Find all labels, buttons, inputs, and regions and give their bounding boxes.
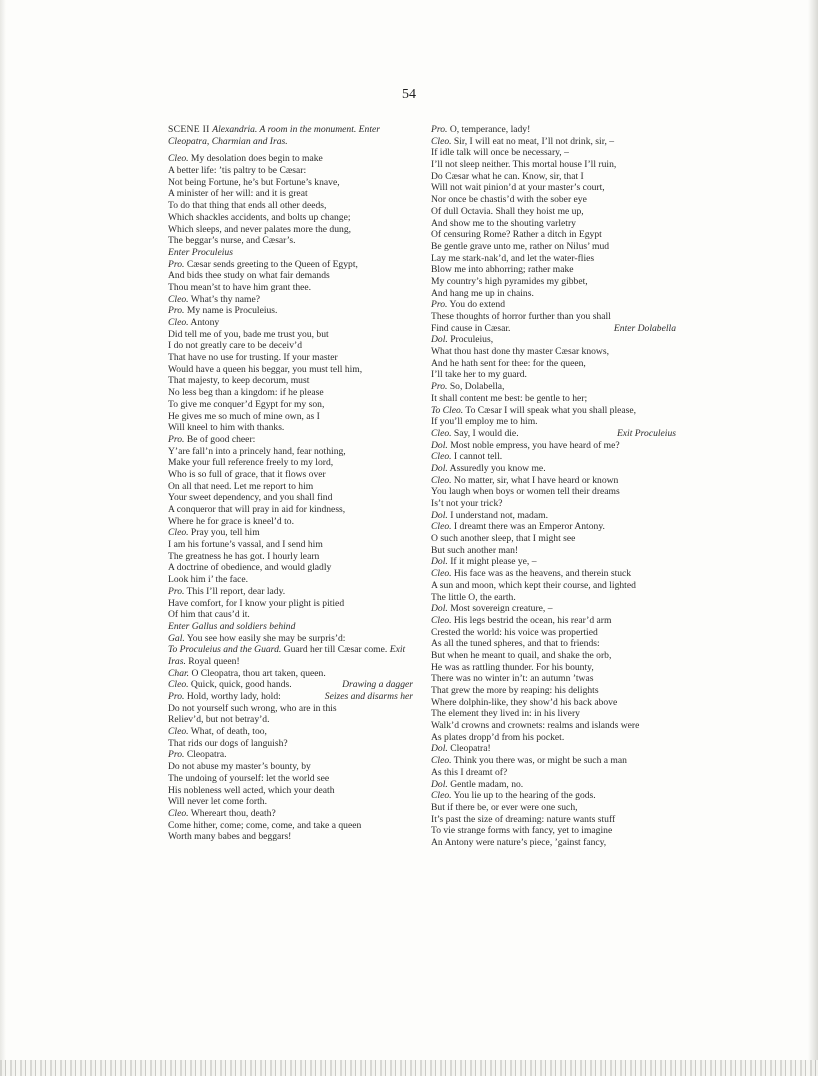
verse-text: You laugh when boys or women tell their dreams: [431, 486, 620, 498]
verse-text: Of him that caus’d it.: [168, 609, 250, 621]
verse-text: The beggar’s nurse, and Cæsar’s.: [168, 235, 296, 247]
verse-text: A minister of her will: and it is great: [168, 188, 308, 200]
right-column-line: [431, 182, 676, 194]
left-column-line: [168, 294, 413, 306]
speaker-name: Dol.: [431, 334, 448, 346]
verse-text: And he hath sent for thee: for the queen,: [431, 357, 586, 369]
right-column-line: [431, 720, 676, 732]
verse-text: That majesty, to keep decorum, must: [168, 375, 310, 387]
left-column-line: [168, 446, 413, 458]
left-column-line: [168, 387, 413, 399]
right-column-line: [431, 510, 676, 522]
left-column-line: [168, 644, 413, 656]
right-column-line: [431, 136, 676, 148]
verse-text: Quick, quick, good hands.: [188, 679, 292, 691]
right-column-line: [431, 627, 676, 639]
right-column-line: [431, 673, 676, 685]
speaker-name: Cleo.: [168, 153, 189, 165]
right-column-line: [431, 311, 676, 323]
left-column-line: [168, 153, 413, 165]
right-column-line: [431, 556, 676, 568]
stage-direction: Enter Proculeius: [168, 246, 233, 258]
verse-text: Is’t not your trick?: [431, 498, 503, 509]
right-column-line: [431, 194, 676, 206]
right-column-line: [431, 779, 676, 791]
speaker-name: Char.: [168, 667, 190, 679]
left-column-line: [168, 668, 413, 680]
verse-text: Find cause in Cæsar.: [431, 322, 511, 334]
verse-text: My name is Proculeius.: [184, 305, 278, 317]
right-column-line: [431, 662, 676, 674]
left-column-line: [168, 136, 413, 148]
verse-text: These thoughts of horror further than you shall: [431, 311, 611, 322]
verse-text: He gives me so much of mine own, as I: [168, 410, 320, 422]
right-column-line: [431, 241, 676, 253]
left-column-line: [168, 527, 413, 539]
verse-text: A sun and moon, which kept their course, and lighted: [431, 579, 636, 591]
right-column-line: [431, 580, 676, 592]
verse-text: Not being Fortune, he’s but Fortune’s knave,: [168, 176, 340, 188]
right-column-line: [431, 498, 676, 510]
verse-text: Reliev’d, but not betray’d.: [168, 714, 270, 726]
right-column-line: [431, 802, 676, 814]
speaker-name: Pro.: [168, 433, 185, 445]
speaker-name: Cleo.: [168, 726, 189, 738]
right-column-line: [431, 276, 676, 288]
verse-text: Will kneel to him with thanks.: [168, 422, 285, 434]
speaker-name: Cleo.: [431, 755, 452, 767]
verse-text: Will not wait pinion’d at your master’s court,: [431, 182, 605, 194]
verse-text: Proculeius,: [447, 334, 494, 346]
left-column-line: [168, 539, 413, 551]
right-column-line: [431, 545, 676, 557]
left-text-column: [168, 124, 413, 843]
verse-text: Cleopatra!: [447, 743, 491, 755]
page-deckle-edge: [0, 1060, 818, 1076]
verse-text: What’s thy name?: [188, 293, 261, 305]
verse-text: Blow me into abhorring; rather make: [431, 264, 574, 276]
right-column-line: [431, 486, 676, 498]
speaker-name: Gal.: [168, 632, 185, 644]
verse-text: That grew the more by reaping: his delights: [431, 685, 599, 696]
left-column-line: [168, 188, 413, 200]
verse-text: You do extend: [447, 299, 506, 311]
right-column-line: [431, 206, 676, 218]
speaker-name: Cleo.: [168, 317, 189, 328]
right-column-line: [431, 743, 676, 755]
page-number: 54: [402, 87, 416, 102]
speaker-name: Dol.: [431, 603, 448, 615]
right-column-line: [431, 837, 676, 849]
right-column-line: [431, 334, 676, 346]
left-column-line: [168, 270, 413, 282]
left-column-line: [168, 726, 413, 738]
verse-text: O such another sleep, that I might see: [431, 533, 576, 545]
verse-text: I understand not, madam.: [447, 509, 548, 521]
verse-text: You lie up to the hearing of the gods.: [451, 790, 596, 802]
verse-text: No less beg than a kingdom: if he please: [168, 387, 324, 399]
right-column-line: [431, 767, 676, 779]
right-column-line: [431, 451, 676, 463]
verse-text: Cæsar sends greeting to the Queen of Egypt,: [184, 258, 358, 270]
left-column-line: [168, 411, 413, 423]
verse-text: Where he for grace is kneel’d to.: [168, 515, 294, 527]
speaker-name: Dol.: [431, 743, 448, 755]
stage-direction: To Proculeius and the Guard.: [168, 644, 282, 656]
right-column-line: [431, 615, 676, 627]
left-column-line: [168, 609, 413, 621]
verse-text: And bids thee study on what fair demands: [168, 270, 330, 282]
left-column-line: [168, 738, 413, 750]
verse-text: Hold, worthy lady, hold:: [184, 691, 281, 702]
left-column-line: [168, 235, 413, 247]
speaker-name: Cleo.: [168, 293, 189, 305]
speaker-name: Cleo.: [168, 527, 189, 539]
right-column-line: [431, 147, 676, 159]
verse-text: Which sleeps, and never palates more the dung,: [168, 223, 352, 235]
left-column-line: [168, 785, 413, 797]
left-column-line: [168, 773, 413, 785]
speaker-name: Cleo.: [431, 521, 452, 533]
right-column-line: [431, 299, 676, 311]
speaker-name: Cleo.: [431, 474, 452, 486]
speaker-name: Cleo.: [431, 135, 452, 147]
verse-text: On all that need. Let me report to him: [168, 480, 314, 492]
verse-text: An Antony were nature’s piece, ’gainst fancy,: [431, 836, 607, 848]
right-column-line: [431, 568, 676, 580]
verse-text: The undoing of yourself: let the world see: [168, 772, 330, 784]
verse-text: Antony: [188, 317, 220, 328]
speaker-name: Iras.: [168, 655, 186, 667]
right-column-line: [431, 124, 676, 136]
stage-direction: Exit Proculeius: [616, 427, 676, 439]
left-column-line: [168, 375, 413, 387]
speaker-name: Pro.: [168, 305, 185, 317]
left-column-line: [168, 703, 413, 715]
left-column-line: [168, 422, 413, 434]
verse-text: There was no winter in’t: an autumn ’twas: [431, 673, 594, 685]
left-column-line: [168, 317, 413, 329]
verse-text: Be of good cheer:: [184, 433, 256, 445]
right-column-line: [431, 685, 676, 697]
left-column-line: [168, 124, 413, 136]
left-column-line: [168, 796, 413, 808]
verse-text: My desolation does begin to make: [188, 153, 323, 165]
left-column-line: [168, 551, 413, 563]
stage-direction: Cleopatra, Charmian and Iras.: [168, 135, 288, 147]
verse-text: I’ll not sleep neither. This mortal house I’ll ruin,: [431, 159, 617, 171]
verse-text: Will never let come forth.: [168, 796, 267, 808]
verse-text: Sir, I will eat no meat, I’ll not drink, sir, –: [451, 135, 615, 147]
left-column-line: [168, 340, 413, 352]
left-column-line: [168, 247, 413, 259]
verse-text: To give me conquer’d Egypt for my son,: [168, 398, 325, 410]
right-column-line: [431, 253, 676, 265]
verse-text: Most noble empress, you have heard of me?: [447, 439, 620, 451]
left-column-line: [168, 598, 413, 610]
verse-text: You see how easily she may be surpris’d:: [184, 632, 346, 644]
right-column-line: [431, 697, 676, 709]
verse-text: Your sweet dependency, and you shall find: [168, 492, 333, 504]
left-column-line: [168, 492, 413, 504]
verse-text: If it might please ye, –: [447, 556, 537, 568]
verse-text: To vie strange forms with fancy, yet to imagine: [431, 825, 613, 837]
verse-text: To do that thing that ends all other deeds,: [168, 200, 327, 212]
left-column-line: [168, 329, 413, 341]
verse-text: Would have a queen his beggar, you must tell him,: [168, 363, 363, 375]
stage-direction: Drawing a dagger: [342, 679, 413, 691]
right-column-line: [431, 440, 676, 452]
left-column-line: [168, 808, 413, 820]
verse-text: Gentle madam, no.: [447, 778, 524, 790]
left-column-line: [168, 516, 413, 528]
right-column-line: [431, 650, 676, 662]
verse-text: And hang me up in chains.: [431, 287, 534, 299]
verse-text: As this I dreamt of?: [431, 766, 508, 778]
right-column-line: [431, 790, 676, 802]
left-column-line: [168, 305, 413, 317]
speaker-name: Pro.: [431, 381, 448, 393]
verse-text: Be gentle grave unto me, rather on Nilus’ mud: [431, 240, 610, 252]
verse-text: As plates dropp’d from his pocket.: [431, 731, 565, 743]
verse-text: If you’ll employ me to him.: [431, 416, 538, 428]
verse-text: Y’are fall’n into a princely hand, fear nothing,: [168, 445, 346, 457]
verse-text: So, Dolabella,: [447, 381, 505, 393]
left-column-line: [168, 504, 413, 516]
speaker-name: Pro.: [168, 585, 185, 597]
right-text-column: [431, 124, 676, 849]
verse-text: A doctrine of obedience, and would gladly: [168, 562, 332, 574]
verse-text: No matter, sir, what I have heard or known: [451, 474, 619, 486]
verse-text: His nobleness well acted, which your death: [168, 784, 335, 796]
verse-text: Did tell me of you, bade me trust you, but: [168, 328, 329, 340]
verse-text: Make your full reference freely to my lord,: [168, 457, 334, 469]
scene-heading: SCENE II: [168, 124, 213, 135]
verse-text: I do not greatly care to be deceiv’d: [168, 340, 302, 352]
verse-text: And show me to the shouting varletry: [431, 217, 576, 229]
page-left-edge: [0, 0, 6, 1076]
verse-text: Worth many babes and beggars!: [168, 831, 292, 843]
left-column-line: [168, 200, 413, 212]
verse-text: A better life: ’tis paltry to be Cæsar:: [168, 165, 307, 177]
left-column-line: [168, 457, 413, 469]
right-column-line: [431, 428, 676, 440]
right-column-line: [431, 405, 676, 417]
verse-text: Say, I would die.: [451, 427, 519, 439]
left-column-line: [168, 586, 413, 598]
verse-text: Most sovereign creature, –: [447, 603, 553, 615]
right-column-line: [431, 358, 676, 370]
verse-text: Where dolphin-like, they show’d his back above: [431, 696, 618, 708]
verse-text: Come hither, come; come, come, and take a queen: [168, 819, 362, 831]
verse-text: But when he meant to quail, and shake the orb,: [431, 649, 612, 661]
verse-text: Pray you, tell him: [188, 527, 260, 539]
left-column-line: [168, 691, 413, 703]
verse-text: The element they lived in: in his livery: [431, 708, 580, 720]
right-column-line: [431, 159, 676, 171]
verse-text: Walk’d crowns and crownets: realms and islands were: [431, 720, 640, 732]
speaker-name: Cleo.: [431, 614, 452, 626]
verse-text: He was as rattling thunder. For his bounty,: [431, 661, 594, 673]
left-column-line: [168, 259, 413, 271]
speaker-name: Cleo.: [431, 790, 452, 802]
right-column-line: [431, 463, 676, 475]
verse-text: Look him i’ the face.: [168, 574, 249, 586]
speaker-name: Dol.: [431, 462, 448, 474]
verse-text: Royal queen!: [185, 655, 240, 667]
speaker-name: Cleo.: [431, 427, 452, 439]
speaker-name: Pro.: [431, 299, 448, 311]
right-column-line: [431, 369, 676, 381]
verse-text: Who is so full of grace, that it flows over: [168, 468, 326, 480]
right-column-line: [431, 171, 676, 183]
left-column-line: [168, 212, 413, 224]
verse-text: Have comfort, for I know your plight is pitied: [168, 597, 345, 609]
verse-text: I am his fortune’s vassal, and I send him: [168, 539, 323, 551]
right-column-line: [431, 323, 676, 335]
left-column-line: [168, 633, 413, 645]
verse-text: Thou mean’st to have him grant thee.: [168, 281, 312, 293]
left-column-line: [168, 621, 413, 633]
left-column-line: [168, 165, 413, 177]
verse-text: O Cleopatra, thou art taken, queen.: [189, 667, 326, 679]
left-column-line: [168, 469, 413, 481]
verse-text: To Cæsar I will speak what you shall please,: [463, 404, 637, 416]
verse-text: This I’ll report, dear lady.: [184, 585, 286, 597]
verse-text: I cannot tell.: [451, 451, 503, 463]
speaker-name: Dol.: [431, 556, 448, 568]
right-column-line: [431, 708, 676, 720]
verse-text: Which shackles accidents, and bolts up change;: [168, 211, 351, 223]
verse-text: If idle talk will once be necessary, –: [431, 147, 569, 159]
speaker-name: Dol.: [431, 778, 448, 790]
right-column-line: [431, 381, 676, 393]
verse-text: Cleopatra.: [184, 749, 227, 761]
verse-text: Do not yourself such wrong, who are in this: [168, 702, 337, 714]
verse-text: That have no use for trusting. If your master: [168, 352, 338, 364]
verse-text: Crested the world: his voice was propertied: [431, 626, 598, 638]
speaker-name: Pro.: [431, 124, 448, 135]
verse-text: But such another man!: [431, 544, 519, 556]
right-column-line: [431, 416, 676, 428]
verse-text: That rids our dogs of languish?: [168, 737, 288, 749]
verse-text: His legs bestrid the ocean, his rear’d arm: [451, 614, 612, 626]
right-column-line: [431, 638, 676, 650]
left-column-line: [168, 714, 413, 726]
verse-text: What, of death, too,: [188, 726, 267, 738]
right-column-line: [431, 264, 676, 276]
stage-direction: Enter Dolabella: [613, 322, 676, 334]
right-column-line: [431, 592, 676, 604]
verse-text: Of dull Octavia. Shall they hoist me up,: [431, 205, 584, 217]
left-column-line: [168, 574, 413, 586]
left-column-line: [168, 399, 413, 411]
left-column-line: [168, 434, 413, 446]
speaker-name: Pro.: [168, 258, 185, 270]
verse-text: Guard her till Cæsar come.: [281, 644, 390, 656]
verse-text: Assuredly you know me.: [447, 462, 546, 474]
verse-text: Do not abuse my master’s bounty, by: [168, 761, 311, 773]
stage-direction: Seizes and disarms her: [324, 691, 413, 702]
right-column-line: [431, 814, 676, 826]
right-column-line: [431, 533, 676, 545]
right-column-line: [431, 288, 676, 300]
right-column-line: [431, 755, 676, 767]
speaker-name: Dol.: [431, 509, 448, 521]
verse-text: I’ll take her to my guard.: [431, 369, 527, 381]
verse-text: I dreamt there was an Emperor Antony.: [451, 521, 605, 533]
speaker-name: Cleo.: [431, 568, 452, 580]
verse-text: Think you there was, or might be such a man: [451, 755, 627, 767]
verse-text: Whereart thou, death?: [188, 807, 276, 819]
speaker-name: Dol.: [431, 439, 448, 451]
left-column-line: [168, 282, 413, 294]
right-column-line: [431, 603, 676, 615]
left-column-line: [168, 761, 413, 773]
speaker-name: Pro.: [168, 749, 185, 761]
verse-text: Do Cæsar what he can. Know, sir, that I: [431, 170, 584, 182]
stage-direction: Exit: [389, 644, 406, 656]
stage-direction: Enter Gallus and soldiers behind: [168, 620, 296, 632]
verse-text: It’s past the size of dreaming: nature wants stuff: [431, 813, 616, 825]
right-column-line: [431, 732, 676, 744]
right-column-line: [431, 521, 676, 533]
right-column-line: [431, 229, 676, 241]
speaker-name: Pro.: [168, 691, 185, 702]
verse-text: Lay me stark-nak’d, and let the water-flies: [431, 252, 595, 264]
left-column-line: [168, 177, 413, 189]
verse-text: What thou hast done thy master Cæsar knows,: [431, 346, 609, 358]
left-column-line: [168, 352, 413, 364]
verse-text: A conqueror that will pray in aid for kindness,: [168, 504, 346, 515]
verse-text: His face was as the heavens, and therein stuck: [451, 568, 632, 580]
verse-text: But if there be, or ever were one such,: [431, 801, 578, 813]
right-column-line: [431, 475, 676, 487]
right-column-line: [431, 218, 676, 230]
left-column-line: [168, 656, 413, 668]
speaker-name: Cleo.: [431, 451, 452, 463]
verse-text: The greatness he has got. I hourly learn: [168, 550, 320, 562]
verse-text: Nor once be chastis’d with the sober eye: [431, 194, 587, 206]
page-right-edge: [808, 0, 818, 1076]
speaker-name: Cleo.: [168, 679, 189, 691]
left-column-line: [168, 481, 413, 493]
verse-text: The little O, the earth.: [431, 591, 516, 603]
left-column-line: [168, 679, 413, 691]
stage-direction: Alexandria. A room in the monument. Enter: [212, 124, 380, 135]
verse-text: My country’s high pyramides my gibbet,: [431, 275, 588, 287]
left-column-line: [168, 562, 413, 574]
stage-direction: To Cleo.: [431, 404, 464, 416]
verse-text: It shall content me best: be gentle to her;: [431, 392, 588, 404]
right-column-line: [431, 825, 676, 837]
left-column-line: [168, 820, 413, 832]
speaker-name: Cleo.: [168, 807, 189, 819]
verse-text: Of censuring Rome? Rather a ditch in Egypt: [431, 229, 602, 241]
right-column-line: [431, 393, 676, 405]
left-column-line: [168, 364, 413, 376]
left-column-line: [168, 831, 413, 843]
right-column-line: [431, 346, 676, 358]
left-column-line: [168, 224, 413, 236]
verse-text: O, temperance, lady!: [447, 124, 531, 135]
left-column-line: [168, 749, 413, 761]
verse-text: As all the tuned spheres, and that to friends:: [431, 638, 600, 650]
